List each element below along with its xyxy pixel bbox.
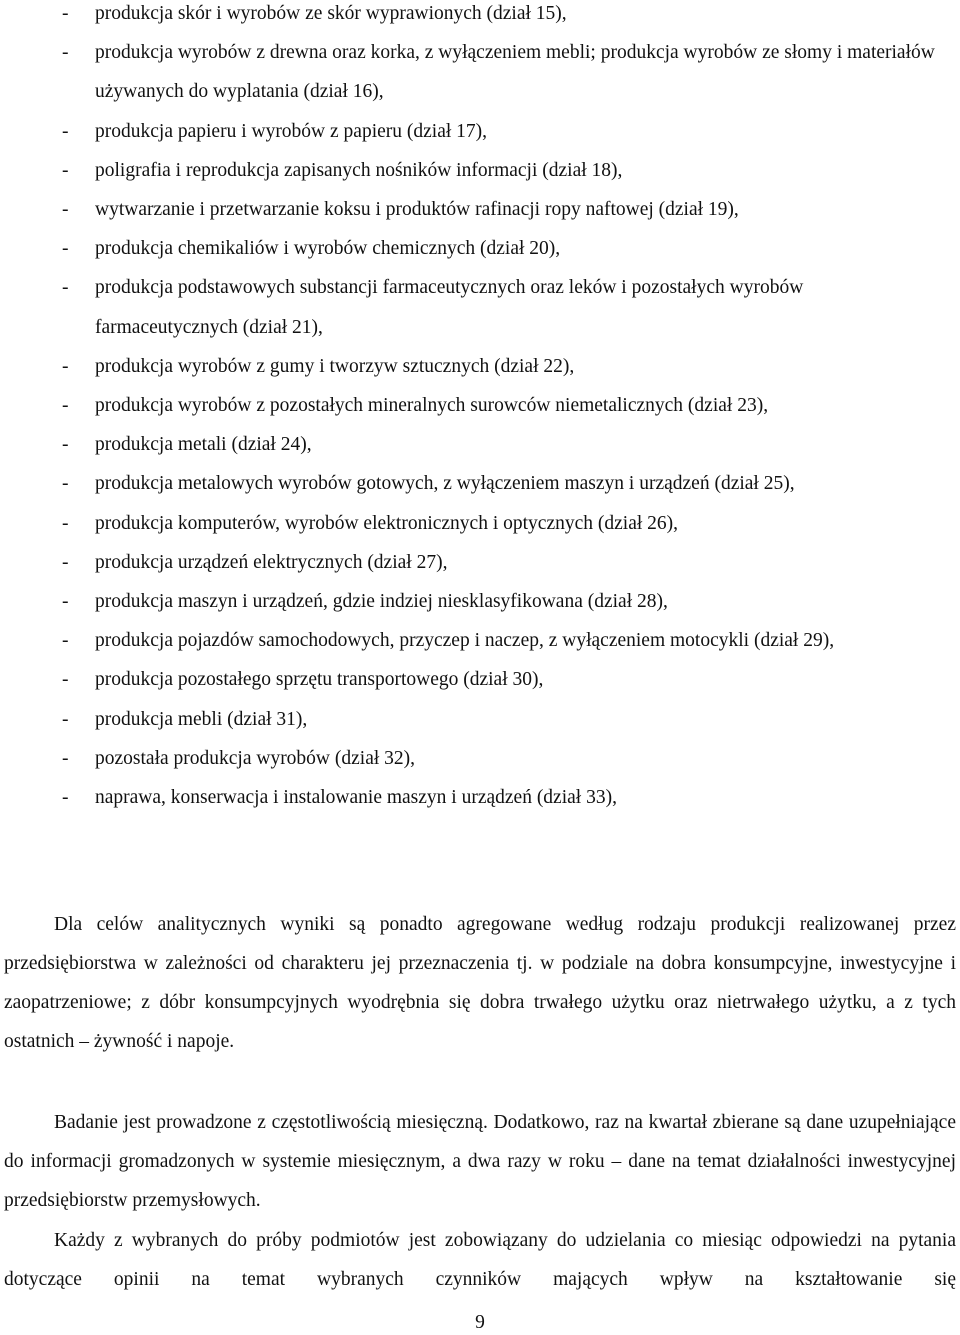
list-item	[0, 660, 960, 699]
list-item-text: produkcja metalowych wyrobów gotowych, z wyłączeniem maszyn i urządzeń (dział 25),	[95, 473, 795, 495]
list-dash: -	[62, 787, 69, 809]
list-dash: -	[62, 551, 69, 573]
list-dash: -	[62, 277, 69, 299]
page-number: 9	[475, 1312, 485, 1333]
list-item	[0, 425, 960, 464]
list-item-text-content: produkcja wyrobów z drewna oraz korka, z wyłączeniem mebli; produkcja wyrobów ze słomy i materiałów używanych do wyplatania (dział 16),	[95, 42, 935, 103]
list-dash: -	[62, 3, 69, 24]
list-item	[0, 112, 960, 151]
list-item	[0, 151, 960, 190]
list-item-text: produkcja wyrobów z gumy i tworzyw sztucznych (dział 22),	[95, 355, 575, 377]
list-item-text	[0, 33, 942, 111]
list-dash: -	[62, 473, 69, 495]
list-item	[0, 190, 960, 229]
list-item-text: wytwarzanie i przetwarzanie koksu i produktów rafinacji ropy naftowej (dział 19),	[95, 199, 739, 221]
list-dash: -	[62, 120, 69, 142]
list-item	[0, 229, 960, 268]
list-dash: -	[62, 159, 69, 181]
list-item-text: produkcja wyrobów z pozostałych mineralnych surowców niemetalicznych (dział 23),	[95, 395, 769, 417]
list-item-text: produkcja urządzeń elektrycznych (dział 27),	[95, 551, 448, 573]
list-dash: -	[62, 512, 69, 534]
list-item	[0, 347, 960, 386]
list-dash: -	[62, 395, 69, 417]
list-dash: -	[62, 630, 69, 652]
paragraph-frequency: Badanie jest prowadzone z częstotliwością miesięczną. Dodatkowo, raz na kwartał zbierane są dane uzupełniające do informacji gromadzonych w systemie miesięcznym, a dwa razy w roku – dane na temat działalności inwestycyjnej przedsiębiorstw przemysłowych.	[4, 1112, 956, 1211]
list-dash: -	[62, 434, 69, 456]
paragraph-aggregation: Dla celów analitycznych wyniki są ponadto agregowane według rodzaju produkcji realizowanej przez przedsiębiorstwa w zależności od charakteru jej przeznaczenia tj. w podziale na dobra konsumpcyjne, inwestycyjne i zaopatrzeniowe; z dóbr konsumpcyjnych wyodrębnia się dobra trwałego użytku oraz nietrwałego użytku, a z tych ostatnich – żywność i napoje.	[4, 914, 956, 1052]
list-item	[0, 464, 960, 503]
list-dash: -	[62, 42, 69, 64]
list-item-text: produkcja chemikaliów i wyrobów chemicznych (dział 20),	[95, 238, 561, 260]
list-item	[0, 386, 960, 425]
list-item	[0, 778, 960, 817]
list-dash: -	[62, 708, 69, 730]
list-item-text: produkcja mebli (dział 31),	[95, 708, 308, 730]
list-item-text: naprawa, konserwacja i instalowanie maszyn i urządzeń (dział 33),	[95, 787, 617, 809]
list-dash: -	[62, 238, 69, 260]
list-item-text: produkcja skór i wyrobów ze skór wyprawionych (dział 15),	[95, 3, 567, 24]
list-item-text: produkcja metali (dział 24),	[95, 434, 312, 456]
list-dash: -	[62, 591, 69, 613]
list-item	[0, 33, 960, 111]
list-item-text: produkcja komputerów, wyrobów elektronicznych i optycznych (dział 26),	[95, 512, 679, 534]
list-item-text: produkcja papieru i wyrobów z papieru (dział 17),	[95, 120, 488, 142]
list-item	[0, 621, 960, 660]
list-item-text: poligrafia i reprodukcja zapisanych nośników informacji (dział 18),	[95, 159, 623, 181]
list-item	[0, 582, 960, 621]
list-dash: -	[62, 355, 69, 377]
list-item	[0, 543, 960, 582]
list-item-text: produkcja maszyn i urządzeń, gdzie indziej niesklasyfikowana (dział 28),	[95, 591, 668, 613]
list-item	[0, 739, 960, 778]
list-item-text: produkcja pojazdów samochodowych, przyczep i naczep, z wyłączeniem motocykli (dział 29),	[95, 630, 835, 652]
list-item	[0, 0, 960, 33]
paragraph-obligation: Każdy z wybranych do próby podmiotów jest zobowiązany do udzielania co miesiąc odpowiedzi na pytania dotyczące opinii na temat wybranych czynników mających wpływ na kształtowanie się	[4, 1230, 956, 1290]
list-dash: -	[62, 747, 69, 769]
list-dash: -	[62, 199, 69, 221]
list-dash: -	[62, 669, 69, 691]
list-item-text: pozostała produkcja wyrobów (dział 32),	[95, 747, 416, 769]
list-item	[0, 268, 960, 346]
list-item-text: produkcja pozostałego sprzętu transportowego (dział 30),	[95, 669, 544, 691]
list-item	[0, 504, 960, 543]
list-item	[0, 700, 960, 739]
list-item-text: produkcja podstawowych substancji farmaceutycznych oraz leków i pozostałych wyrobów farmaceutycznych (dział 21),	[95, 277, 804, 338]
list-item-text-wrap	[95, 33, 942, 111]
